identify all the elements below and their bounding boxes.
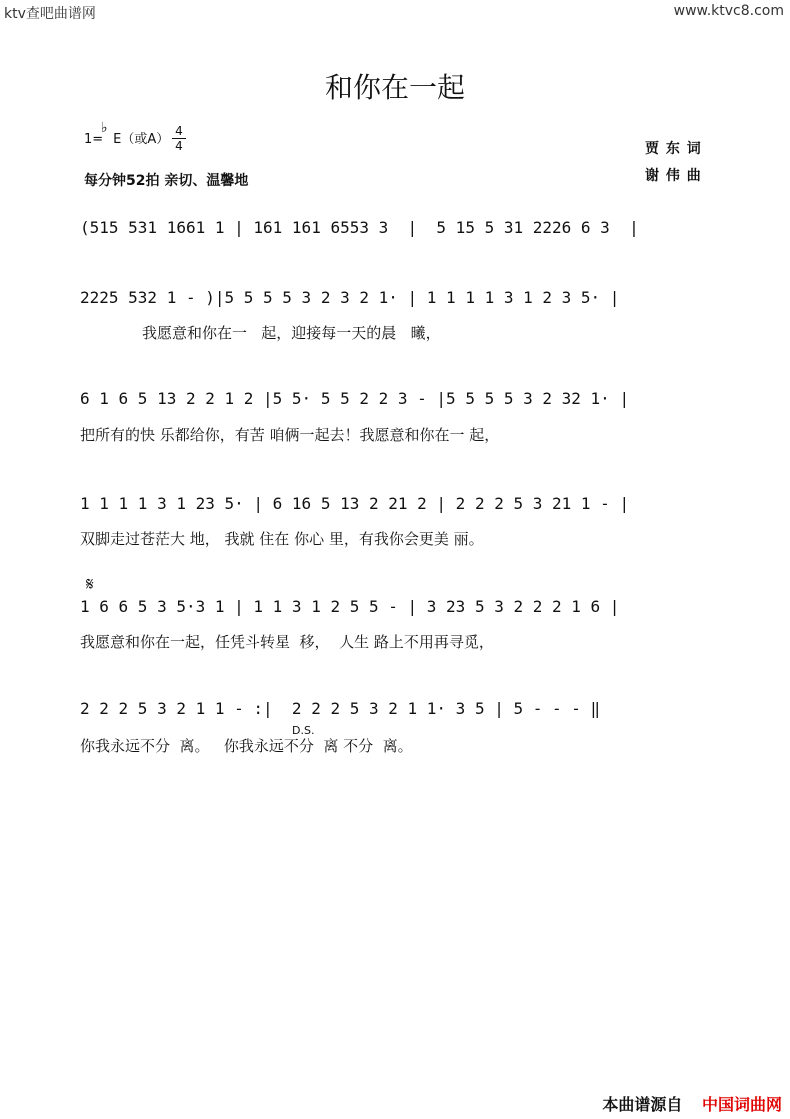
lyrics-line-5: 我愿意和你在一起，任凭斗转星 移， 人生 路上不用再寻觅， xyxy=(80,633,494,651)
key-text: E（或A） xyxy=(113,132,170,147)
notation-line-6: 2 2 2 5 3 2 1 1 - :| 2 2 2 5 3 2 1 1· 3 5 | 5 - - - ‖ xyxy=(80,699,601,718)
footer-source xyxy=(602,1092,782,1115)
notation-line-1: (515 531 1661 1 | 161 161 6553 3 | 5 15 5 31 2226 6 3 | xyxy=(80,218,639,237)
meter-top: 4 xyxy=(175,124,183,138)
notation-line-3: 6 1 6 5 13 2 2 1 2 |5 5· 5 5 2 2 3 - |5 5 5 5 3 2 32 1· | xyxy=(80,389,630,408)
footer-source-label: 本曲谱源自 xyxy=(602,1095,683,1114)
key-signature xyxy=(84,128,169,147)
notation-line-5: 1 6 6 5 3 5·3 1 | 1 1 3 1 2 5 5 - | 3 23 5 3 2 2 2 1 6 | xyxy=(80,597,620,616)
notation-line-4: 1 1 1 1 3 1 23 5· | 6 16 5 13 2 21 2 | 2 2 2 5 3 21 1 - | xyxy=(80,494,630,513)
lyrics-line-4: 双脚走过苍茫大 地， 我就 住在 你心 里，有我你会更美 丽。 xyxy=(80,530,484,548)
notation-line-2: 2225 532 1 - )|5 5 5 5 3 2 3 2 1· | 1 1 1 1 3 1 2 3 5· | xyxy=(80,288,620,307)
footer-site-name[interactable]: 中国词曲网 xyxy=(701,1095,782,1114)
key-prefix: 1= xyxy=(84,132,104,147)
tempo-marking: 每分钟52拍 亲切、温馨地 xyxy=(84,173,249,189)
lyricist-credit: 贾 东 词 xyxy=(645,141,702,157)
da-segno-mark: D.S. xyxy=(292,724,315,737)
watermark-left: ktv查吧曲谱网 xyxy=(4,6,96,22)
flat-sign: ♭ xyxy=(101,120,108,136)
composer-credit: 谢 伟 曲 xyxy=(645,168,702,184)
meter-bottom: 4 xyxy=(172,138,186,153)
song-title: 和你在一起 xyxy=(324,71,465,104)
lyrics-line-2: 我愿意和你在一 起，迎接每一天的晨 曦， xyxy=(80,324,441,342)
time-signature xyxy=(172,124,186,153)
lyrics-line-3: 把所有的快 乐都给你，有苦 咱俩一起去！我愿意和你在一 起， xyxy=(80,426,500,444)
watermark-right: www.ktvc8.com xyxy=(673,3,784,19)
segno-sign: 𝄋 xyxy=(86,574,94,595)
lyrics-line-6: 你我永远不分 离。 你我永远不分 离 不分 离。 xyxy=(80,737,413,755)
